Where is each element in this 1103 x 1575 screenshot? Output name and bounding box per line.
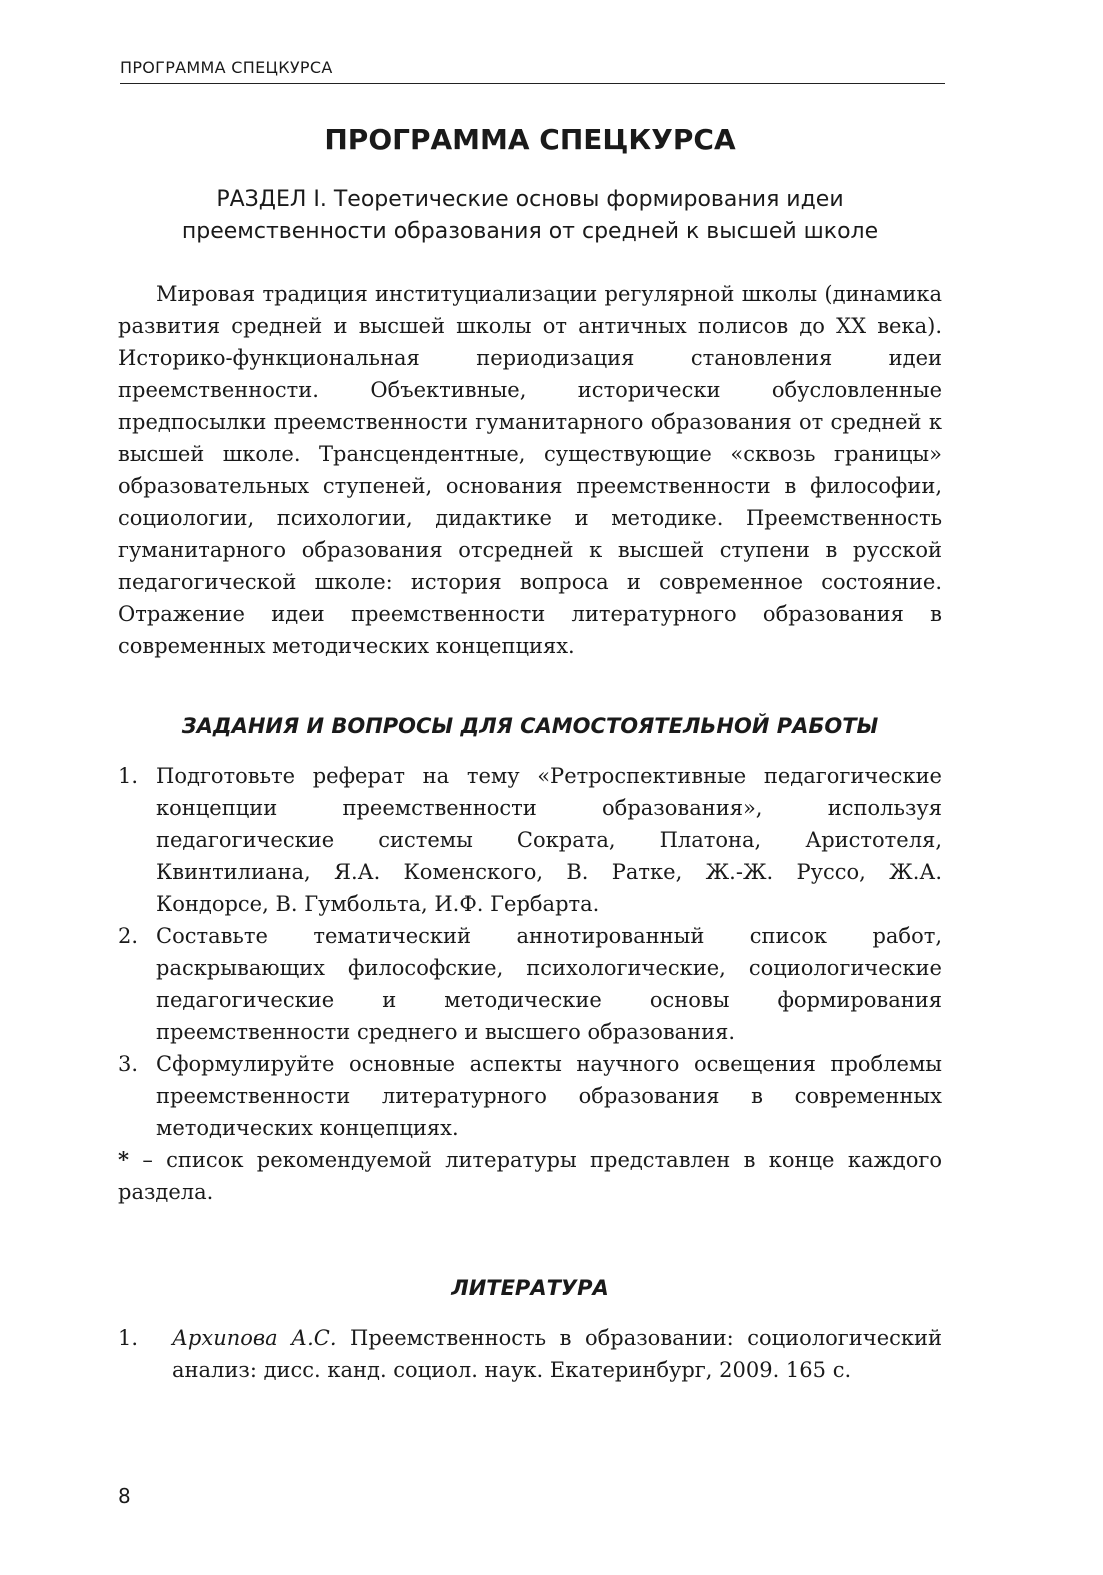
section-heading-line-2: преемственности образования от средней к высшей школе [181, 219, 879, 244]
section-heading [118, 184, 942, 248]
list-item-text: Подготовьте реферат на тему «Ретроспективные педагогические концепции преемственности образования», используя педагогические системы Сократа, Платона, Аристотеля, Квинтилиана, Я.А. Коменского, В. Ратке, Ж.-Ж. Руссо, Ж.А. Кондорсе, В. Гумбольта, И.Ф. Гербарта. [156, 764, 942, 916]
tasks-heading: ЗАДАНИЯ И ВОПРОСЫ ДЛЯ САМОСТОЯТЕЛЬНОЙ РАБОТЫ [181, 714, 879, 738]
footnote-text: – список рекомендуемой литературы представлен в конце каждого раздела. [118, 1148, 942, 1204]
reference-text: Преемственность в образовании: социологический анализ: дисс. канд. социол. наук. Екатеринбург, 2009. 165 с. [172, 1326, 942, 1382]
footnote-marker: * [118, 1147, 129, 1172]
list-item-number: 3. [118, 1052, 139, 1076]
footnote [118, 1144, 942, 1208]
section-heading-line-1: РАЗДЕЛ I. Теоретические основы формирования идеи [216, 187, 844, 212]
page-title: ПРОГРАММА СПЕЦКУРСА [324, 123, 736, 156]
reference-author: Архипова А.С. [172, 1326, 337, 1350]
page-content [118, 118, 942, 1386]
running-head: ПРОГРАММА СПЕЦКУРСА [120, 58, 945, 84]
list-item-number: 2. [118, 924, 139, 948]
literature-list [118, 1322, 942, 1386]
list-item-number: 1. [118, 764, 139, 788]
list-item [118, 1048, 942, 1144]
list-item-text [172, 1322, 942, 1386]
list-item [118, 760, 942, 920]
list-item [118, 920, 942, 1048]
tasks-list [118, 760, 942, 1144]
list-item-text: Сформулируйте основные аспекты научного освещения проблемы преемственности литературного образования в современных методических концепциях. [156, 1052, 942, 1140]
list-item-number: 1. [118, 1326, 139, 1350]
page-number: 8 [118, 1484, 131, 1508]
list-item-text: Составьте тематический аннотированный список работ, раскрывающих философские, психологические, социологические педагогические и методические основы формирования преемственности среднего и высшего образования. [156, 924, 942, 1044]
literature-heading: ЛИТЕРАТУРА [451, 1276, 609, 1300]
list-item [118, 1322, 942, 1386]
intro-paragraph: Мировая традиция институциализации регулярной школы (динамика развития средней и высшей школы от античных полисов до XX века). Историко-функциональная периодизация становления идеи преемственности. Объективные, исторически обусловленные предпосылки преемственности гуманитарного образования от средней к высшей школе. Трансцендентные, существующие «сквозь границы» образовательных ступеней, основания преемственности в философии, социологии, психологии, дидактике и методике. Преемственность гуманитарного образования отсредней к высшей ступени в русской педагогической школе: история вопроса и современное состояние. Отражение идеи преемственности литературного образования в современных методических концепциях. [118, 282, 942, 658]
